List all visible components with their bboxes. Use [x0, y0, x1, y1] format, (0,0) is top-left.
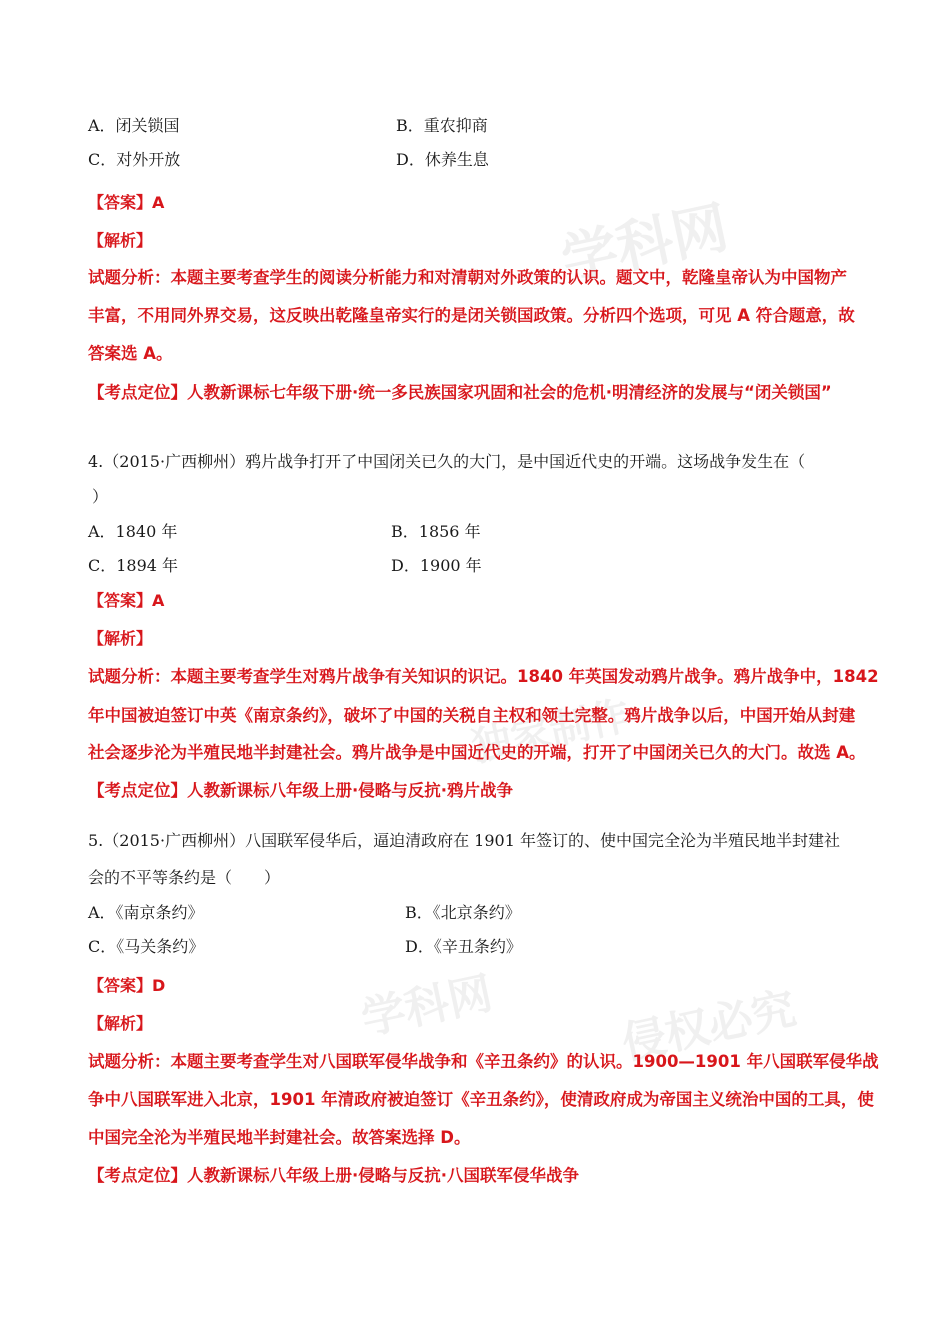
- answer-label: 【答案】: [88, 193, 153, 212]
- question-stem: 4.（2015·广西柳州）鸦片战争打开了中国闭关已久的大门，是中国近代史的开端。这场战争发生在（: [88, 452, 806, 471]
- question-stem: 5.（2015·广西柳州）八国联军侵华后，逼迫清政府在 1901 年签订的、使中国完全沦为半殖民地半封建社: [88, 831, 840, 850]
- answer-label: 【答案】: [88, 976, 153, 995]
- question-stem: 会的不平等条约是（ ）: [88, 868, 281, 887]
- watermark-text: 学科网: [357, 967, 497, 1046]
- knowledge-point-text: 人教新课标八年级上册·侵略与反抗·八国联军侵华战争: [187, 1166, 580, 1185]
- option-b: B．重农抑商: [396, 116, 488, 135]
- knowledge-point-text: 人教新课标八年级上册·侵略与反抗·鸦片战争: [187, 781, 514, 800]
- knowledge-point-label: 【考点定位】: [88, 1166, 187, 1185]
- knowledge-point: [88, 383, 832, 403]
- knowledge-point-label: 【考点定位】: [88, 781, 187, 800]
- answer-label: 【答案】: [88, 591, 153, 610]
- option-a: A．《南京条约》: [88, 903, 204, 922]
- analysis-line: 试题分析：本题主要考查学生的阅读分析能力和对清朝对外政策的认识。题文中，乾隆皇帝认为中国物产: [88, 268, 847, 287]
- option-b: B．1856 年: [391, 522, 481, 541]
- analysis-label: 【解析】: [88, 231, 153, 250]
- knowledge-point-text: 人教新课标七年级下册·统一多民族国家巩固和社会的危机·明清经济的发展与“闭关锁国”: [187, 383, 832, 402]
- option-c: C．《马关条约》: [88, 937, 205, 956]
- analysis-line: 社会逐步沦为半殖民地半封建社会。鸦片战争是中国近代史的开端，打开了中国闭关已久的大门。故选 A。: [88, 743, 866, 762]
- answer-line: [88, 193, 164, 213]
- analysis-line: 年中国被迫签订中英《南京条约》，破坏了中国的关税自主权和领土完整。鸦片战争以后，中国开始从封建: [88, 706, 856, 725]
- answer-value: A: [152, 193, 165, 212]
- watermark-text: 侵权必究: [617, 983, 801, 1070]
- analysis-line: 争中八国联军进入北京，1901 年清政府被迫签订《辛丑条约》，使清政府成为帝国主义统治中国的工具，使: [88, 1090, 874, 1109]
- option-d: D．休养生息: [396, 150, 489, 169]
- watermark-text: 学科网: [556, 195, 734, 294]
- analysis-line: 试题分析：本题主要考查学生对八国联军侵华战争和《辛丑条约》的认识。1900—1901 年八国联军侵华战: [88, 1052, 879, 1071]
- option-c: C．对外开放: [88, 150, 181, 169]
- answer-value: D: [152, 976, 166, 995]
- knowledge-point-label: 【考点定位】: [88, 383, 187, 402]
- option-b: B．《北京条约》: [405, 903, 521, 922]
- option-a: A．闭关锁国: [88, 116, 180, 135]
- option-d: D．《辛丑条约》: [405, 937, 522, 956]
- watermark-text: 独家制作: [467, 692, 634, 772]
- analysis-line: 答案选 A。: [88, 344, 173, 363]
- answer-line: [88, 591, 164, 611]
- analysis-line: 中国完全沦为半殖民地半封建社会。故答案选择 D。: [88, 1128, 471, 1147]
- analysis-line: 试题分析：本题主要考查学生对鸦片战争有关知识的识记。1840 年英国发动鸦片战争。鸦片战争中，1842: [88, 667, 879, 686]
- analysis-label: 【解析】: [88, 1014, 153, 1033]
- option-d: D．1900 年: [391, 556, 482, 575]
- answer-value: A: [152, 591, 165, 610]
- analysis-line: 丰富，不用同外界交易，这反映出乾隆皇帝实行的是闭关锁国政策。分析四个选项，可见 A 符合题意，故: [88, 306, 855, 325]
- question-stem: ）: [92, 487, 109, 506]
- knowledge-point: [88, 781, 513, 801]
- option-c: C．1894 年: [88, 556, 179, 575]
- answer-line: [88, 976, 165, 996]
- option-a: A．1840 年: [88, 522, 178, 541]
- analysis-label: 【解析】: [88, 629, 153, 648]
- knowledge-point: [88, 1166, 579, 1186]
